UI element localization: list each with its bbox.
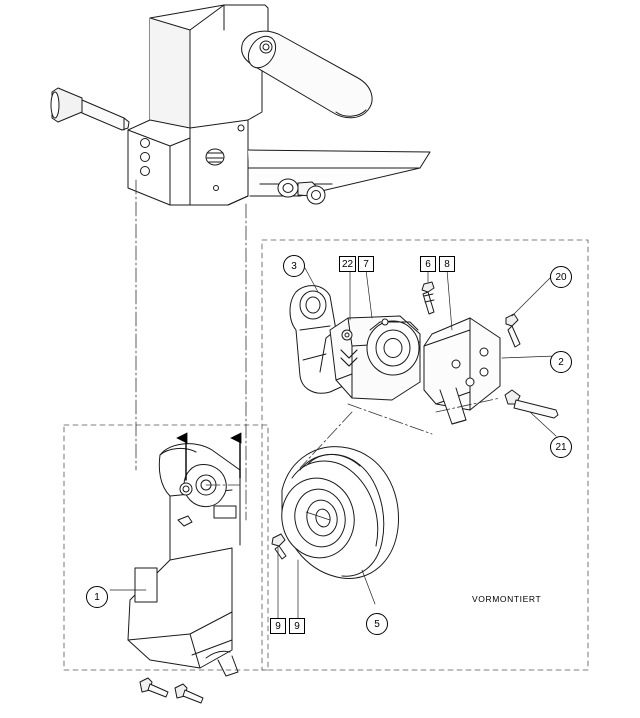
boxnum-7[interactable]: 7 — [358, 256, 374, 272]
boxnum-9-left[interactable]: 9 — [270, 618, 286, 634]
balloon-2[interactable]: 2 — [550, 351, 572, 373]
balloon-5[interactable]: 5 — [366, 613, 388, 635]
wheel-group — [274, 447, 398, 579]
balloon-3[interactable]: 3 — [283, 255, 305, 277]
boxnum-22[interactable]: 22 — [339, 256, 356, 272]
lower-screws — [140, 678, 203, 703]
part-1-group — [128, 438, 240, 676]
balloon-21[interactable]: 21 — [550, 436, 572, 458]
boxnum-6[interactable]: 6 — [420, 256, 436, 272]
preassembled-group — [272, 282, 558, 579]
boxnum-8[interactable]: 8 — [439, 256, 455, 272]
boxnum-9-right[interactable]: 9 — [289, 618, 305, 634]
balloon-20[interactable]: 20 — [550, 266, 572, 288]
preassembled-note: VORMONTIERT — [472, 594, 542, 604]
top-assembly-group — [51, 5, 430, 205]
balloon-1[interactable]: 1 — [86, 586, 108, 608]
